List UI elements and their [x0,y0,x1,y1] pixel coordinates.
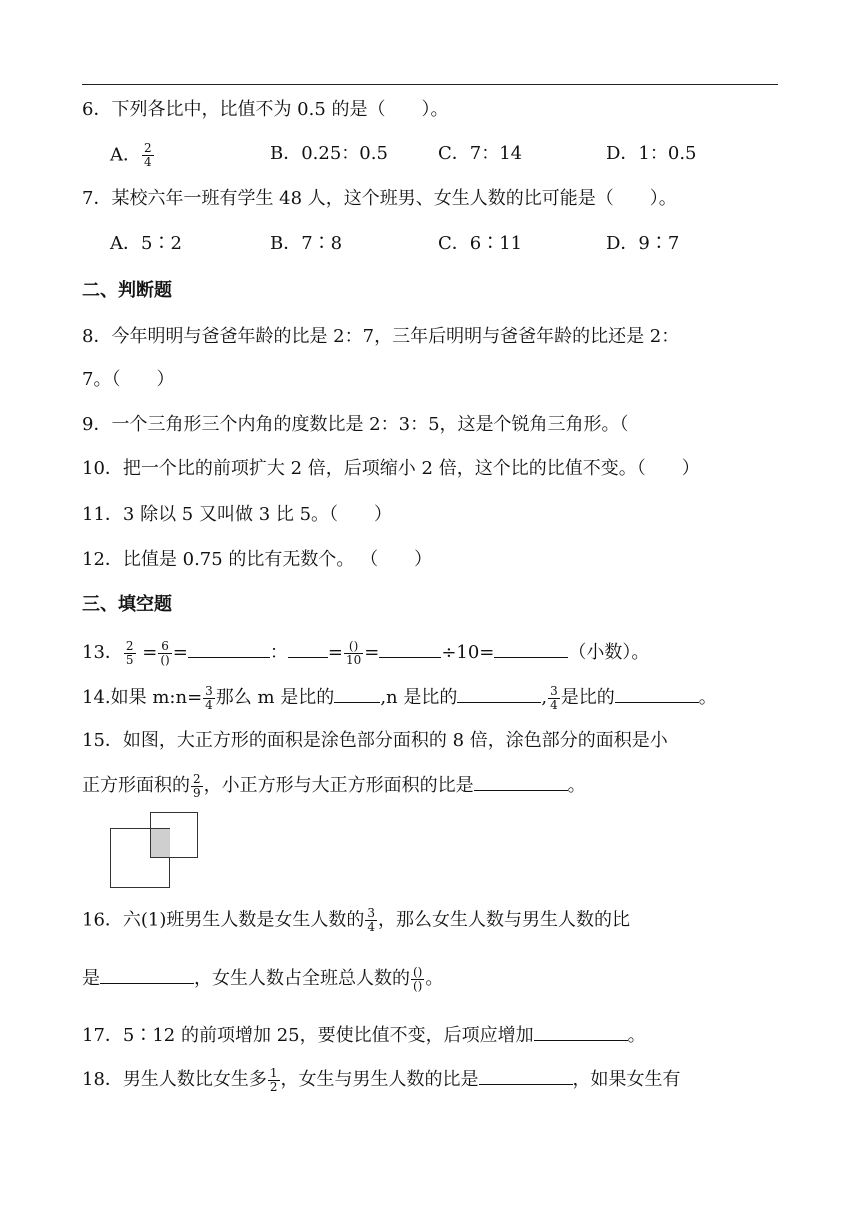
question-6: 6．下列各比中，比值不为 0.5 的是（ ）。 [82,99,449,120]
answer-blank[interactable] [479,1066,573,1085]
question-10: 10．把一个比的前项扩大 2 倍，后项缩小 2 倍，这个比的比值不变。（ ） [82,458,700,479]
q7-option-b: B．7∶8 [270,233,343,254]
fraction: $\frac{2}{4}$ [144,141,152,169]
section-heading-fill-in: 三、填空题 [82,594,172,615]
question-13: 13． $\frac{2}{5}$ = $\frac{6}{()}$ = ： = $\frac{()}{10}$ = ÷10= （小数）。 [82,638,650,667]
question-12: 12．比值是 0.75 的比有无数个。 （ ） [82,549,433,570]
q6-option-c: C．7：14 [438,143,523,164]
fraction: $\frac{3}{4}$ [367,906,376,934]
squares-figure [110,812,202,892]
fraction: $\frac{2}{9}$ [193,771,201,800]
question-16-line-2: 是 ，女生人数占全班总人数的 $\frac{()}{()}$ 。 [82,964,444,993]
fraction: $\frac{()}{()}$ [413,964,423,993]
q6-option-b: B．0.25：0.5 [270,143,388,164]
fraction: $\frac{()}{10}$ [345,638,362,667]
question-7: 7．某校六年一班有学生 48 人，这个班男、女生人数的比可能是（ ）。 [82,188,677,209]
answer-blank[interactable] [534,1022,628,1041]
answer-blank[interactable] [100,965,194,984]
fraction: $\frac{2}{5}$ [125,638,134,667]
answer-blank[interactable] [494,639,568,658]
question-11: 11．3 除以 5 又叫做 3 比 5。（ ） [82,504,393,525]
question-17: 17．5∶12 的前项增加 25，要使比值不变，后项应增加 。 [82,1022,646,1048]
question-16-line-1: 16．六(1)班男生人数是女生人数的 $\frac{3}{4}$ ，那么女生人数与男生人数的比 [82,906,631,934]
answer-blank[interactable] [379,639,441,658]
fraction: $\frac{6}{()}$ [160,638,170,667]
question-9: 9．一个三角形三个内角的度数比是 2：3：5，这是个锐角三角形。（ [82,414,629,435]
q6-option-a: A． $\frac{2}{4}$ [110,141,152,169]
question-14: 14.如果 m:n= $\frac{3}{4}$ 那么 m 是比的 ,n 是比的 , $\frac{3}{4}$ 是比的 。 [82,683,717,712]
q6-option-d: D．1：0.5 [606,143,697,164]
answer-blank[interactable] [615,684,699,703]
question-15-line-1: 15．如图，大正方形的面积是涂色部分面积的 8 倍，涂色部分的面积是小 [82,730,668,751]
header-rule [82,84,778,85]
fraction: $\frac{3}{4}$ [205,683,213,712]
q7-option-d: D．9∶7 [606,233,680,254]
question-15-line-2: 正方形面积的 $\frac{2}{9}$ ，小正方形与大正方形面积的比是 。 [82,771,586,800]
section-heading-judgement: 二、判断题 [82,280,172,301]
question-8-line-2: 7。（ ） [82,369,175,390]
answer-blank[interactable] [474,772,568,791]
q7-option-a: A．5∶2 [110,233,182,254]
question-8-line-1: 8．今年明明与爸爸年龄的比是 2：7，三年后明明与爸爸年龄的比还是 2： [82,326,680,347]
answer-blank[interactable] [334,684,380,703]
answer-blank[interactable] [288,639,328,658]
answer-blank[interactable] [457,684,541,703]
answer-blank[interactable] [188,639,270,658]
fraction: $\frac{1}{2}$ [269,1065,278,1094]
small-square [150,812,198,858]
question-18: 18．男生人数比女生多 $\frac{1}{2}$ ，女生与男生人数的比是 ，如果女生有 [82,1065,681,1094]
fraction: $\frac{3}{4}$ [550,683,558,712]
q7-option-c: C．6∶11 [438,233,523,254]
